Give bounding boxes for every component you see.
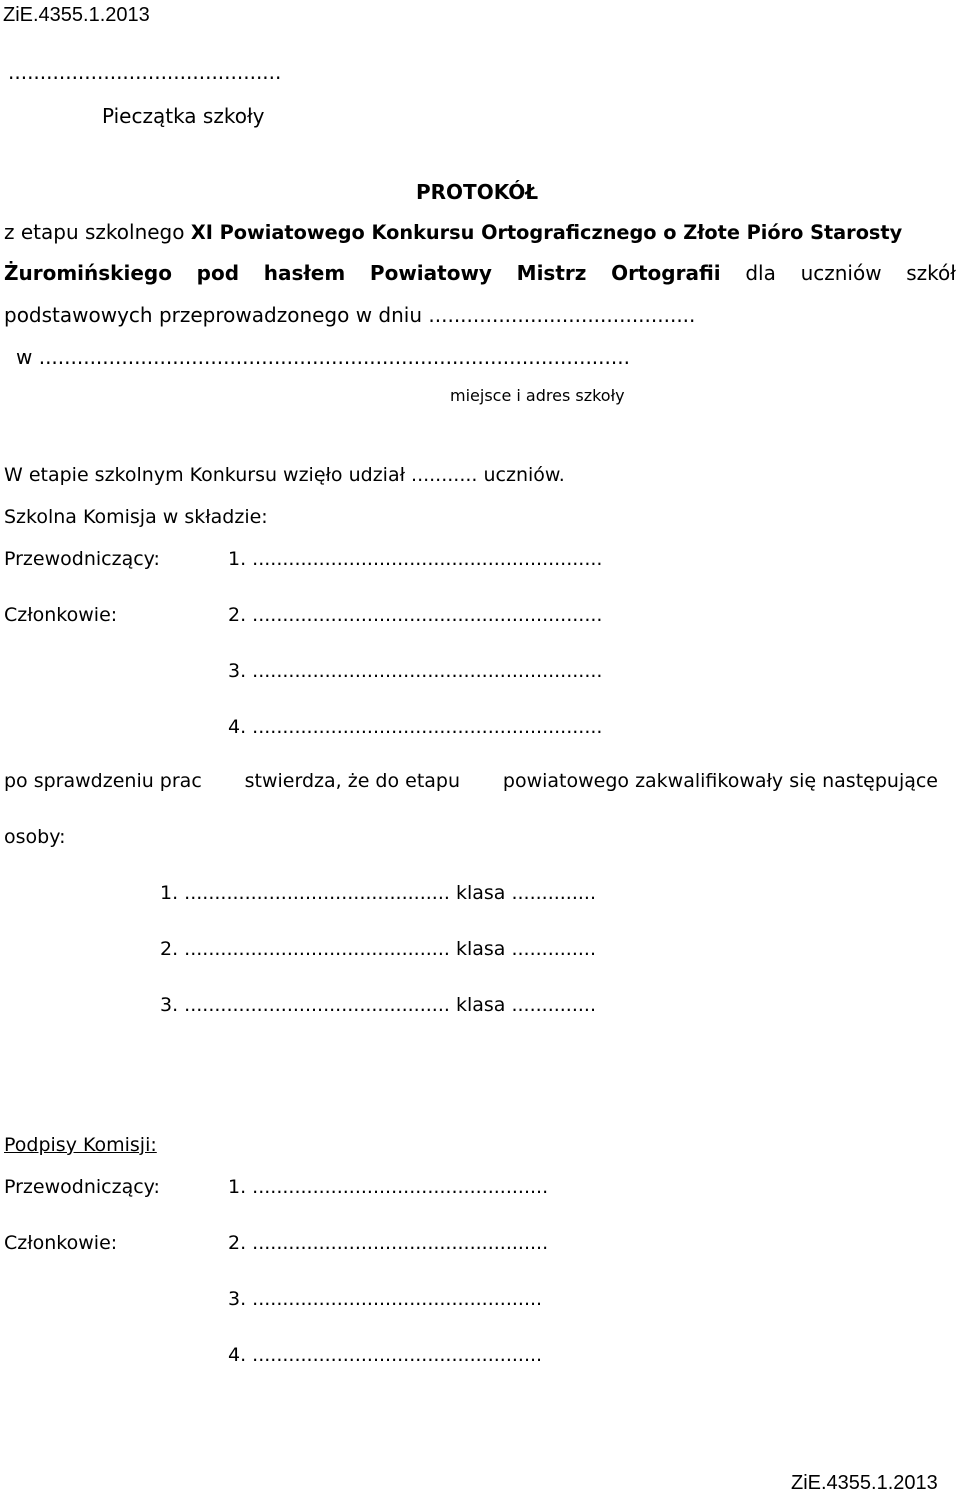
- intro-line-3-date: podstawowych przeprowadzonego w dniu ..........................................: [4, 303, 696, 327]
- intro-word: szkół: [906, 261, 956, 285]
- intro-line-4-place: w .............................................................................................: [16, 345, 630, 369]
- contest-name-word: Powiatowy: [369, 261, 492, 285]
- stamp-dotted-line: ...........................................: [8, 60, 282, 84]
- qualified-line-part: stwierdza, że do etapu: [244, 770, 461, 792]
- stamp-label: Pieczątka szkoły: [102, 104, 265, 128]
- qualified-entry: 1. ............................................ klasa ..............: [160, 882, 597, 904]
- intro-line-1: [4, 222, 956, 242]
- contest-name-word: Ortografii: [611, 261, 721, 285]
- contest-name-word: Żuromińskiego: [4, 261, 172, 285]
- commission-entry: 2. ..........................................................: [228, 604, 603, 626]
- members-label: Członkowie:: [4, 604, 118, 626]
- intro-word: uczniów: [800, 261, 882, 285]
- qualified-entry: 2. ............................................ klasa ..............: [160, 938, 597, 960]
- signatures-heading: Podpisy Komisji:: [4, 1134, 157, 1156]
- signature-members-label: Członkowie:: [4, 1232, 118, 1254]
- commission-entry: 4. ..........................................................: [228, 716, 603, 738]
- intro-line-2: [4, 263, 956, 283]
- chair-label: Przewodniczący:: [4, 548, 160, 570]
- commission-entry: 1. ..........................................................: [228, 548, 603, 570]
- qualified-line-2: osoby:: [4, 826, 66, 848]
- contest-name-word: Mistrz: [516, 261, 587, 285]
- qualified-line: [4, 772, 938, 791]
- place-caption: miejsce i adres szkoły: [450, 386, 625, 405]
- document-title: PROTOKÓŁ: [416, 180, 539, 204]
- participants-line: W etapie szkolnym Konkursu wzięło udział ........... uczniów.: [4, 464, 565, 486]
- signature-entry: 2. .................................................: [228, 1232, 549, 1254]
- document-code-top: ZiE.4355.1.2013: [3, 4, 150, 26]
- qualified-entry: 3. ............................................ klasa ..............: [160, 994, 597, 1016]
- qualified-line-part: powiatowego zakwalifikowały się następujące: [502, 770, 938, 792]
- signature-entry: 3. ................................................: [228, 1288, 543, 1310]
- contest-name: XI Powiatowego Konkursu Ortograficznego o Złote Pióro Starosty: [190, 221, 903, 244]
- contest-name-word: pod: [196, 261, 240, 285]
- signature-chair-label: Przewodniczący:: [4, 1176, 160, 1198]
- signature-entry: 4. ................................................: [228, 1344, 543, 1366]
- document-code-bottom: ZiE.4355.1.2013: [791, 1472, 938, 1494]
- contest-name-word: hasłem: [263, 261, 346, 285]
- qualified-line-part: po sprawdzeniu prac: [4, 770, 202, 792]
- commission-heading: Szkolna Komisja w składzie:: [4, 506, 268, 528]
- commission-entry: 3. ..........................................................: [228, 660, 603, 682]
- intro-line-1-prefix: z etapu szkolnego: [4, 220, 191, 244]
- signature-entry: 1. .................................................: [228, 1176, 549, 1198]
- intro-word: dla: [745, 261, 776, 285]
